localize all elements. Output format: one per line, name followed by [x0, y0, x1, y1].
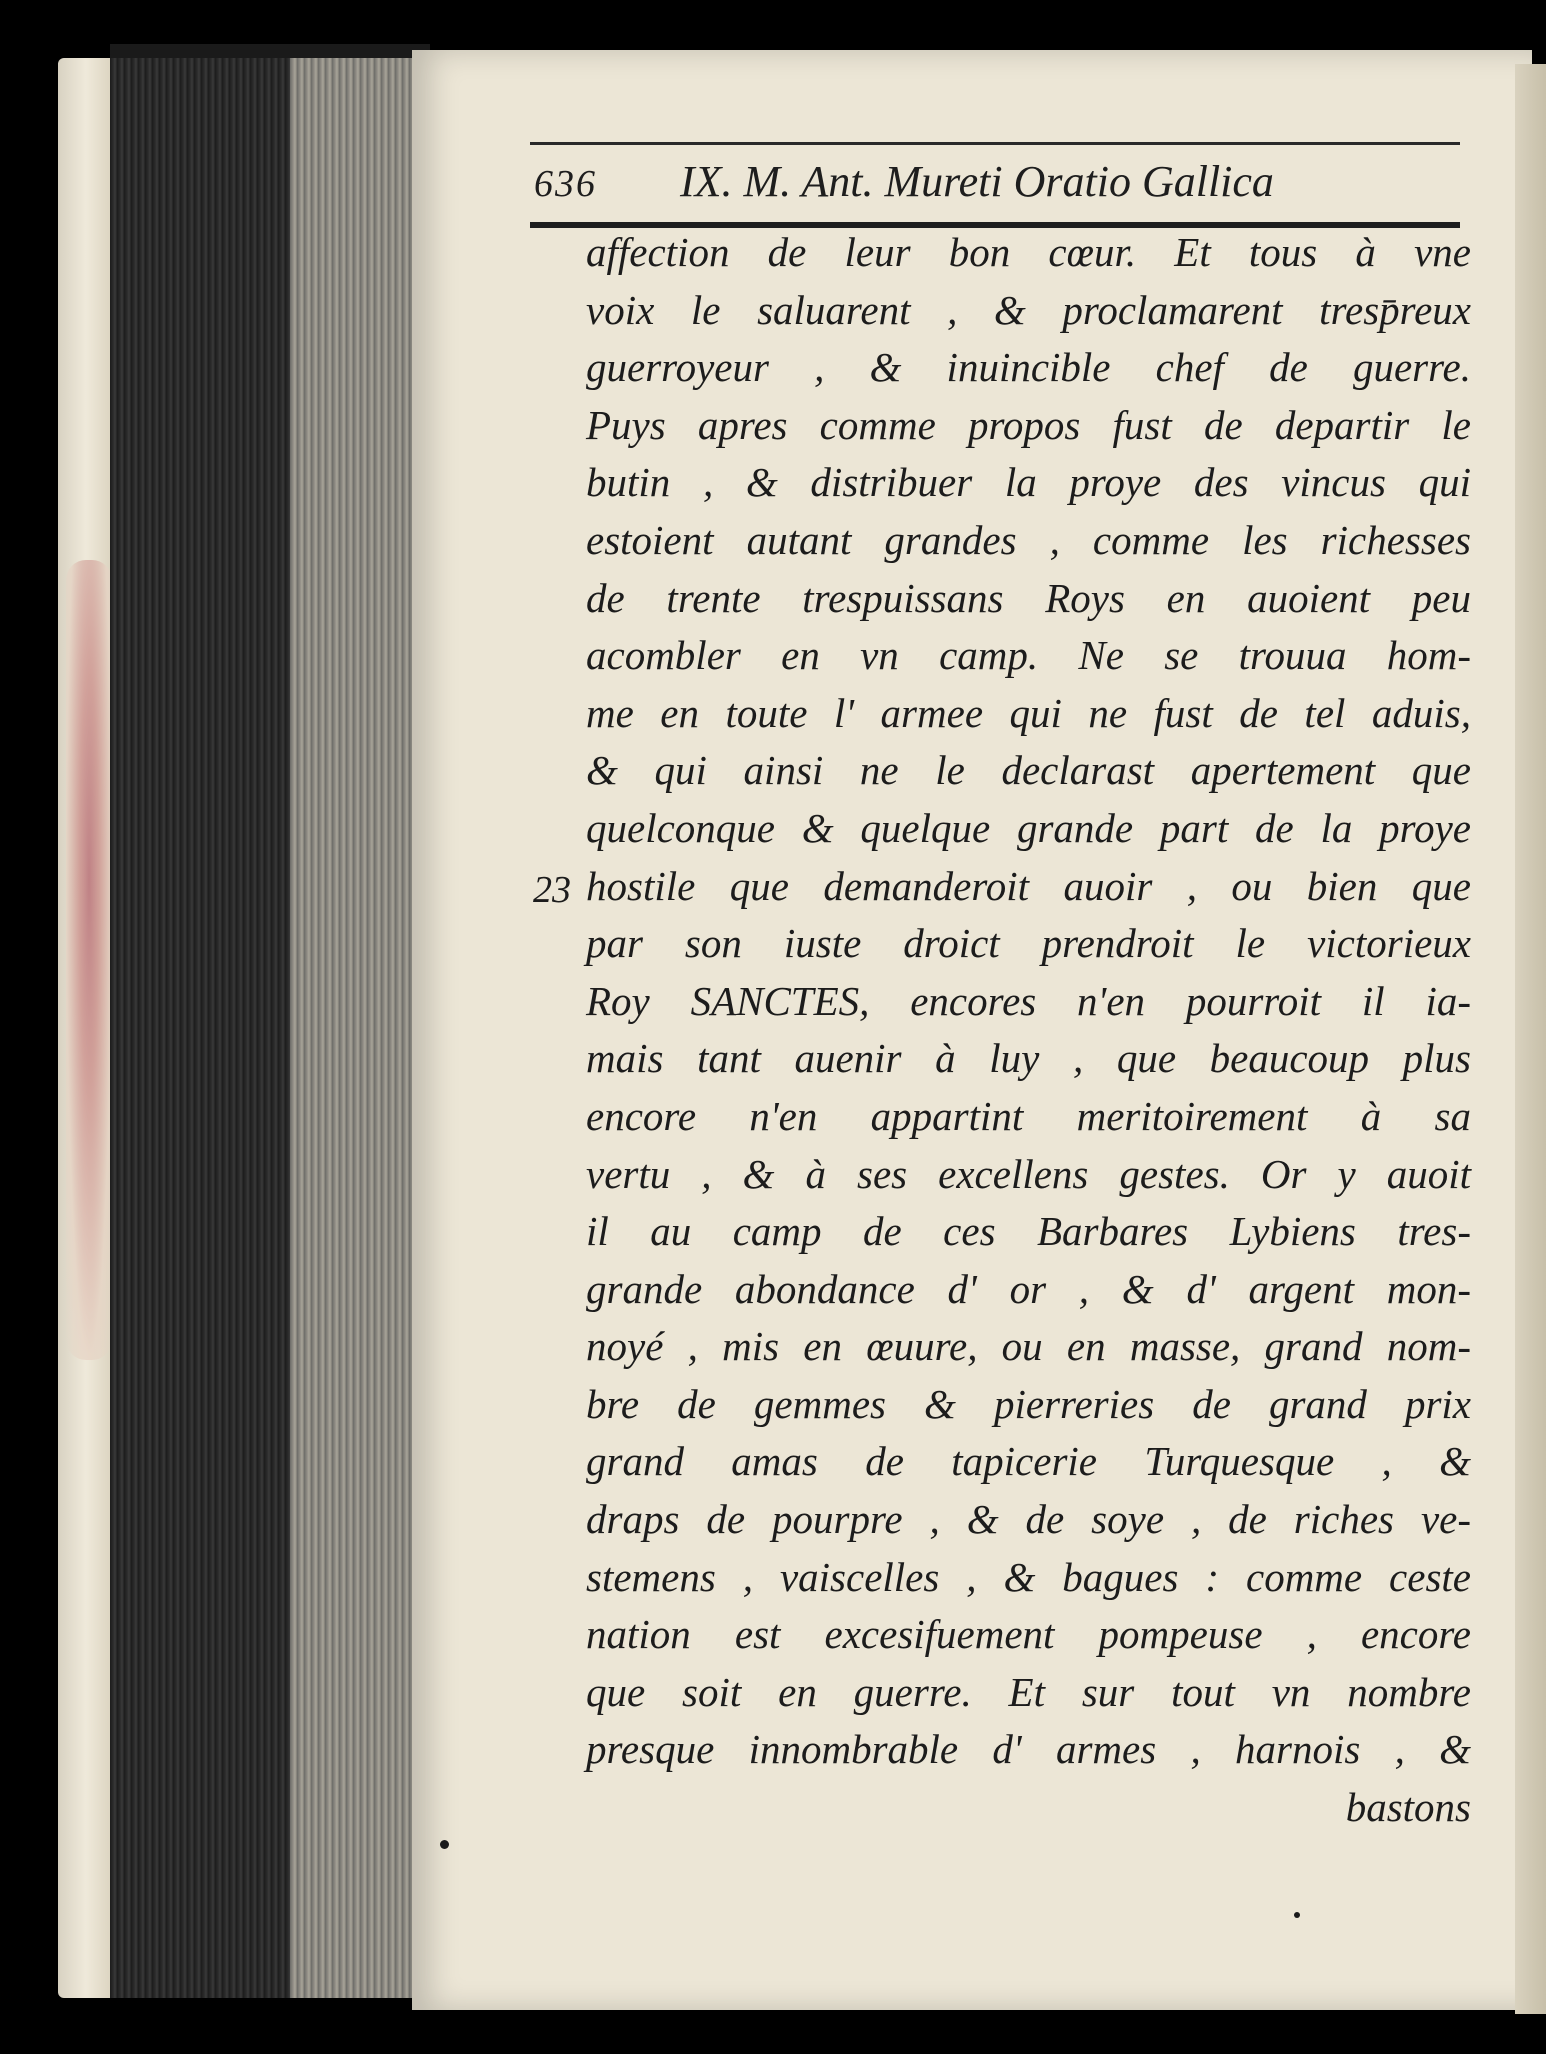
text-line: quelconque & quelque grande part de la proye	[586, 804, 1471, 851]
text-line: mais tant auenir à luy , que beaucoup plus	[586, 1035, 1471, 1082]
text-line: & qui ainsi ne le declarast apertement que	[586, 747, 1471, 794]
text-line: bre de gemmes & pierreries de grand prix	[586, 1380, 1471, 1427]
text-line: Roy SANCTES, encores n'en pourroit il ia-	[586, 977, 1471, 1024]
page-stack-edge	[290, 48, 420, 1998]
text-line: acombler en vn camp. Ne se trouua hom-	[586, 632, 1471, 679]
text-line: hostile que demanderoit auoir , ou bien que	[586, 862, 1471, 909]
text-line: estoient autant grandes , comme les richesses	[586, 516, 1471, 563]
binding-stain	[66, 560, 112, 1360]
text-line: butin , & distribuer la proye des vincus qui	[586, 459, 1471, 506]
ink-speck	[1294, 1912, 1300, 1918]
running-title: IX. M. Ant. Mureti Oratio Gallica	[680, 157, 1274, 206]
page-number: 636	[534, 163, 597, 205]
text-line: noyé , mis en œuure, ou en masse, grand nom-	[586, 1323, 1471, 1370]
body-text	[586, 224, 1471, 1837]
page-stack-top	[110, 44, 430, 58]
text-line: nation est excesifuement pompeuse , encore	[586, 1611, 1471, 1658]
text-line: grand amas de tapicerie Turquesque , &	[586, 1438, 1471, 1485]
text-line: de trente trespuissans Roys en auoient peu	[586, 574, 1471, 621]
text-line: il au camp de ces Barbares Lybiens tres-	[586, 1208, 1471, 1255]
text-line: affection de leur bon cœur. Et tous à vne	[586, 229, 1471, 275]
ink-speck	[440, 1840, 449, 1849]
margin-line-number: 23	[533, 869, 571, 911]
facing-page-edge	[1515, 64, 1546, 2014]
text-line: me en toute l' armee qui ne fust de tel aduis,	[586, 689, 1471, 736]
header-rule	[530, 142, 1460, 145]
page-header	[534, 148, 1460, 218]
catchword: bastons	[1345, 1784, 1471, 1831]
text-line: guerroyeur , & inuincible chef de guerre.	[586, 344, 1471, 391]
text-line: encore n'en appartint meritoirement à sa	[586, 1092, 1471, 1139]
text-line: presque innombrable d' armes , harnois , &	[586, 1726, 1471, 1773]
text-line: Puys apres comme propos fust de departir le	[586, 401, 1471, 448]
text-line: voix le saluarent , & proclamarent tresp̄reux	[586, 286, 1471, 333]
text-line: que soit en guerre. Et sur tout vn nombre	[586, 1668, 1471, 1715]
text-line: draps de pourpre , & de soye , de riches ve-	[586, 1496, 1471, 1543]
text-line: grande abondance d' or , & d' argent mon-	[586, 1265, 1471, 1312]
text-line: vertu , & à ses excellens gestes. Or y auoit	[586, 1150, 1471, 1197]
text-line: stemens , vaiscelles , & bagues : comme ceste	[586, 1553, 1471, 1600]
text-line: par son iuste droict prendroit le victorieux	[586, 920, 1471, 967]
